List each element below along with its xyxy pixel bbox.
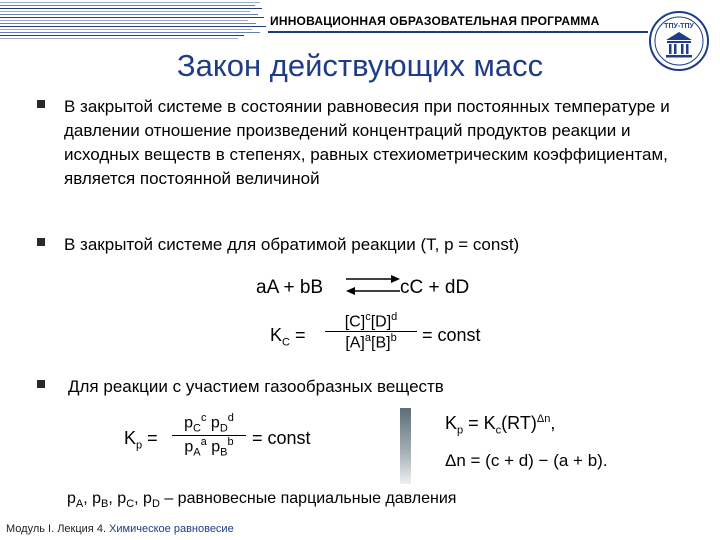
partial-pressure-note: $p_A$, $p_B$, $p_C$, $p_D$ – равновесные парциальные давления bbox=[67, 490, 457, 511]
header-rule bbox=[268, 31, 648, 33]
decorative-gradient-bar bbox=[400, 408, 411, 484]
logo-text: ТПУ-ТПУ bbox=[664, 23, 694, 30]
kp-fraction: $p_C^c$ $p_D^d$ $p_A^a$ $p_B^b$ bbox=[172, 412, 246, 458]
program-title: ИННОВАЦИОННАЯ ОБРАЗОВАТЕЛЬНАЯ ПРОГРАММА bbox=[270, 14, 600, 28]
kc-lhs: $K_C$ = bbox=[270, 325, 306, 349]
bullet-marker bbox=[37, 100, 45, 108]
slide-title: Закон действующих масс bbox=[176, 48, 544, 83]
reaction-right: cC + dD bbox=[400, 277, 470, 298]
bullet-marker bbox=[37, 380, 45, 388]
kp-lhs: $K_p$ = bbox=[124, 428, 158, 452]
kc-fraction: $[C]^c[D]^d$ $[A]^a[B]^b$ bbox=[325, 311, 417, 353]
equilibrium-arrows-icon bbox=[342, 272, 404, 298]
bullet-text-2: В закрытой системе для обратимой реакции (Т, р = const) bbox=[64, 235, 520, 254]
footer: Модуль I. Лекция 4. Химическое равновесие bbox=[6, 523, 234, 535]
kp-kc-relation: $K_p = K_c(RT)^{\Delta n}$, bbox=[445, 413, 556, 437]
header-stripes bbox=[0, 0, 270, 42]
footer-topic: Химическое равновесие bbox=[109, 523, 234, 535]
bullet-text-1: В закрытой системе в состоянии равновесия при постоянных температуре и давлении отношение произведений концентраций продуктов реакции и исходных веществ в степенях, равных стехиометрическим коэффициентам, является постоянной величиной bbox=[64, 97, 670, 188]
bullet-marker bbox=[37, 238, 45, 246]
kp-rhs: = const bbox=[252, 428, 311, 448]
kc-rhs: = const bbox=[422, 325, 481, 345]
delta-n-formula: Δn = (c + d) − (a + b). bbox=[445, 451, 608, 470]
bullet-text-3: Для реакции с участием газообразных веществ bbox=[68, 377, 444, 396]
reaction-left: aA + bB bbox=[256, 277, 324, 298]
